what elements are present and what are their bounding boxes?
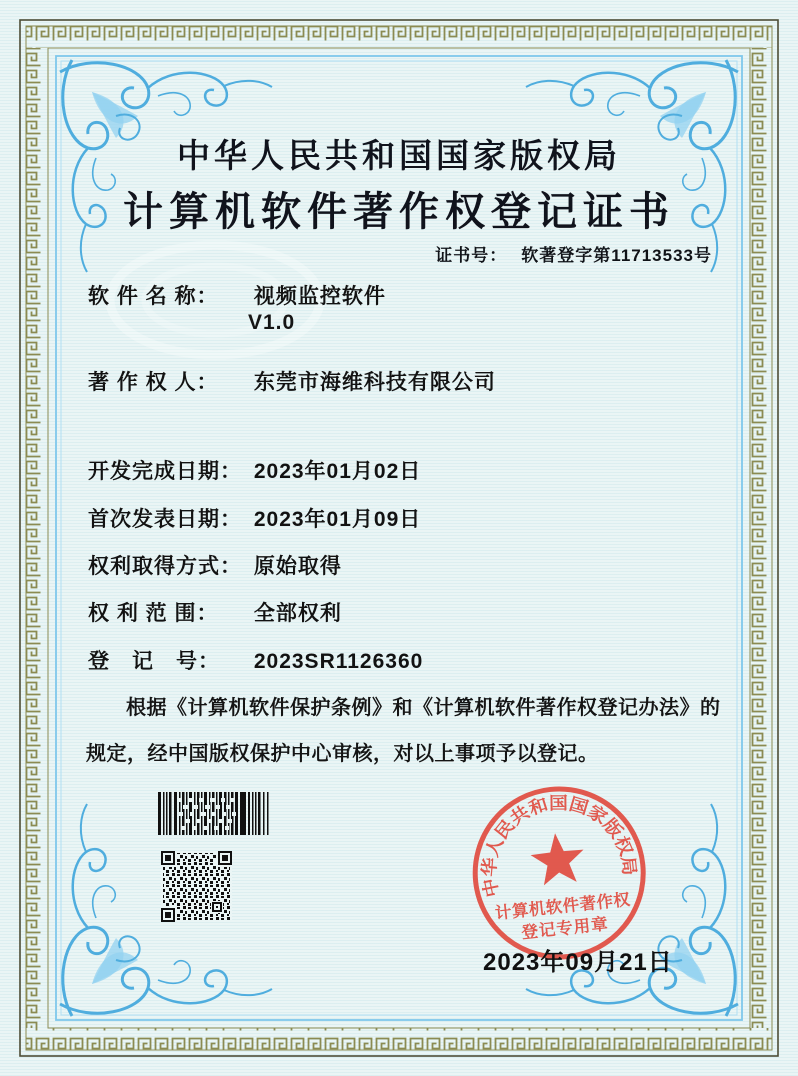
statement-line-1: 根据《计算机软件保护条例》和《计算机软件著作权登记办法》的: [126, 697, 721, 719]
certificate-title: 计算机软件著作权登记证书: [123, 189, 675, 234]
field-label: 权利取得方式：: [88, 555, 242, 578]
field-value: 全部权利: [253, 602, 342, 625]
field-value: 东莞市海维科技有限公司: [253, 371, 496, 394]
field-first-publication-date: [88, 503, 421, 533]
field-software-version: V1.0: [248, 311, 296, 334]
field-value: 原始取得: [253, 555, 342, 578]
certificate-number: [435, 241, 712, 266]
field-development-completed-date: [88, 455, 421, 485]
qr-code-2d: [161, 851, 232, 922]
registration-statement: [86, 685, 734, 777]
field-copyright-owner: [88, 366, 496, 396]
field-label: 开发完成日期：: [88, 460, 242, 483]
certificate-number-value: 软著登字第11713533号: [521, 246, 712, 265]
field-rights-acquisition-method: [88, 550, 342, 580]
field-value: 2023年01月09日: [253, 508, 422, 531]
field-value: 2023SR1126360: [253, 650, 424, 673]
field-rights-scope: [88, 597, 342, 627]
field-label: 首次发表日期：: [88, 508, 242, 531]
certificate-number-label: 证书号：: [435, 246, 508, 265]
field-label: 著 作 权 人：: [88, 371, 219, 394]
seal-ring-text: 中华人民共和国国家版权局: [478, 793, 640, 899]
field-label: 权 利 范 围：: [88, 602, 219, 625]
issue-date: 2023年09月21日: [483, 949, 673, 976]
red-star-icon: [529, 830, 587, 886]
official-seal: [466, 778, 652, 969]
field-software-name: [88, 280, 386, 310]
statement-line-2: 规定，经中国版权保护中心审核，对以上事项予以登记。: [86, 743, 599, 765]
issuing-authority: 中华人民共和国国家版权局: [177, 139, 621, 175]
greek-key-band-top: [26, 26, 772, 48]
seal-text-line2: 登记专用章: [520, 915, 610, 943]
field-registration-number: [88, 645, 423, 675]
seal-text-line1: 计算机软件著作权: [494, 890, 632, 923]
greek-key-band-bottom: [26, 1028, 772, 1050]
field-label: 登 记 号：: [88, 650, 220, 673]
field-value: 视频监控软件: [253, 285, 386, 308]
field-value: 2023年01月02日: [253, 460, 422, 483]
barcode-1d: [158, 792, 271, 835]
field-label: 软 件 名 称：: [88, 285, 219, 308]
